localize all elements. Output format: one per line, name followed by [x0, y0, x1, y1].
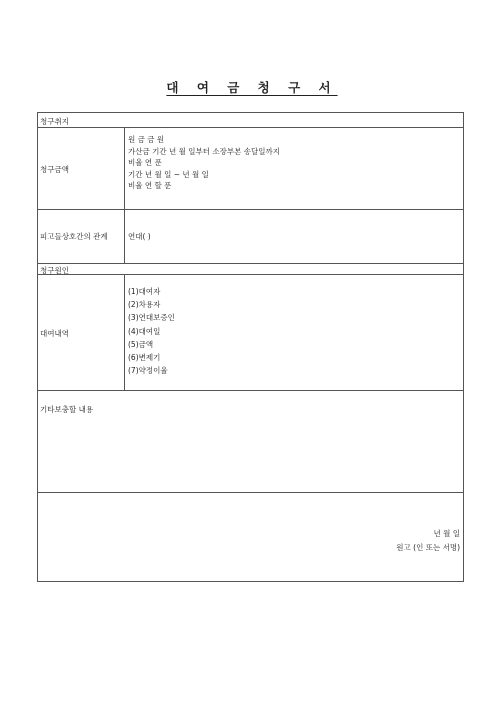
claim-amount-label: 청구금액 — [40, 165, 69, 174]
loan-details-row — [38, 275, 463, 391]
list-item: (5)금액 — [128, 339, 154, 349]
claim-cause-row — [38, 264, 463, 275]
claim-purpose-label: 청구취지 — [40, 117, 69, 126]
list-item: (4)대여일 — [128, 326, 161, 336]
signature-plaintiff: 원고 (인 또는 서명) — [396, 543, 460, 552]
claim-cause-label: 청구원인 — [40, 266, 69, 275]
claim-amount-values — [128, 134, 280, 192]
signature-date: 년 월 일 — [433, 529, 460, 538]
loan-details-label: 대여내역 — [40, 329, 69, 338]
signature-area — [38, 493, 463, 581]
other-row — [38, 391, 463, 493]
claim-purpose-row — [38, 113, 463, 128]
claim-amount-line: 기간 년 월 일 ~ 년 월 일 — [128, 169, 209, 179]
list-item: (2)차용자 — [128, 300, 161, 310]
claim-amount-row — [38, 128, 463, 210]
other-label: 기타보충할 내용 — [40, 405, 94, 414]
list-item: (6)변제기 — [128, 352, 161, 362]
list-item: (7)약정이율 — [128, 366, 168, 376]
relationship-row — [38, 210, 463, 264]
claim-amount-line: 비율 연 푼 — [128, 158, 162, 168]
document-title: 대 여 금 청 구 서 — [166, 80, 338, 95]
relationship-value: 연대( ) — [128, 232, 151, 241]
list-item: (3)연대보증인 — [128, 313, 175, 323]
claim-form — [37, 112, 464, 582]
loan-details-list — [128, 285, 175, 377]
claim-amount-line: 원 금 금 원 — [128, 135, 165, 144]
list-item: (1)대여자 — [128, 287, 161, 296]
claim-amount-line: 가산금 기간 년 월 일부터 소장부본 송달일까지 — [128, 146, 280, 156]
relationship-label: 피고들상호간의 관계 — [40, 232, 108, 241]
claim-amount-line: 비율 연 할 푼 — [128, 181, 172, 191]
